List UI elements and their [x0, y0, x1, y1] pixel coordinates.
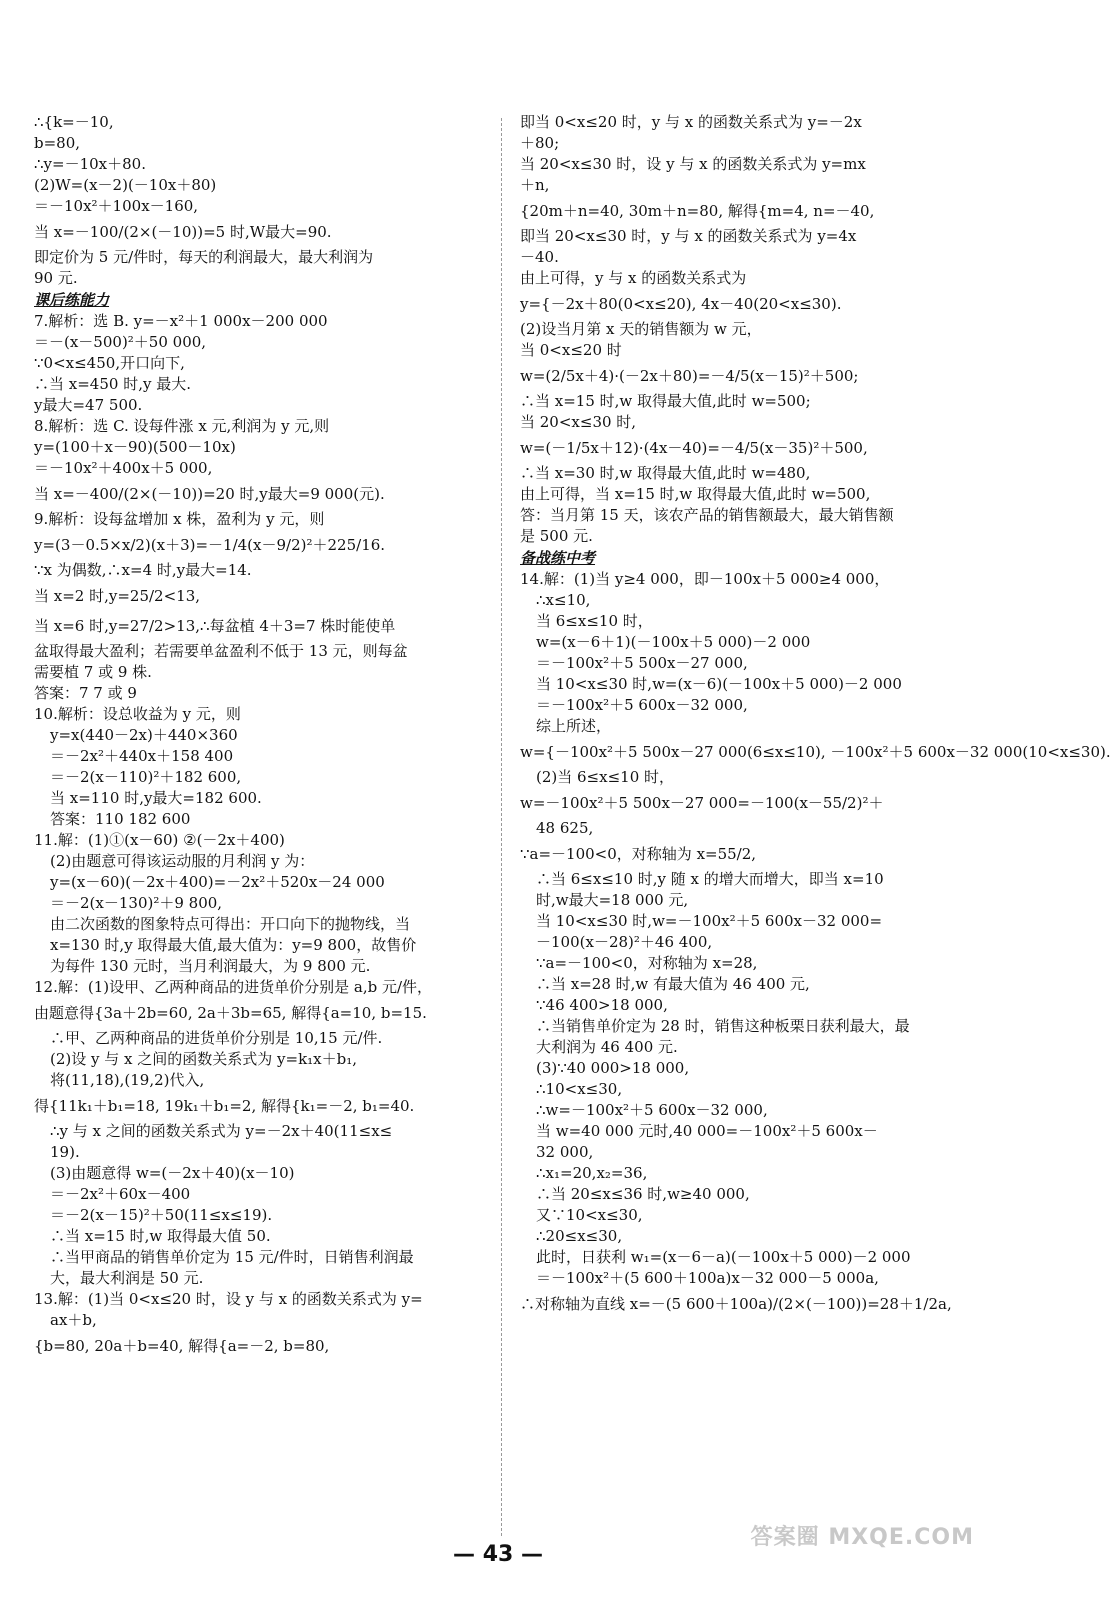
text-line: 即当 20<x≤30 时，y 与 x 的函数关系式为 y=4x: [520, 227, 857, 245]
text-line: ∴当 x=30 时,w 取得最大值,此时 w=480,: [520, 464, 811, 482]
text-line: 即当 0<x≤20 时，y 与 x 的函数关系式为 y=－2x: [520, 113, 862, 131]
text-line: 大，最大利润是 50 元.: [50, 1269, 204, 1287]
text-line: ∴当 20≤x≤36 时,w≥40 000,: [536, 1185, 750, 1203]
text-line: 答：当月第 15 天，该农产品的销售额最大，最大销售额: [520, 506, 894, 524]
text-line: {20m＋n=40, 30m＋n=80, 解得{m=4, n=－40,: [520, 202, 875, 220]
text-line: 8.解析：选 C. 设每件涨 x 元,利润为 y 元,则: [34, 417, 330, 435]
text-line: ∴y 与 x 之间的函数关系式为 y=－2x＋40(11≤x≤: [50, 1122, 393, 1140]
text-line: 9.解析：设每盆增加 x 株，盈利为 y 元，则: [34, 510, 325, 528]
text-line: ∴x₁=20,x₂=36,: [536, 1164, 648, 1182]
text-line: y={－2x＋80(0<x≤20), 4x－40(20<x≤30).: [520, 295, 842, 313]
column-divider: [501, 118, 502, 1536]
text-line: y=(3－0.5×x/2)(x＋3)=－1/4(x－9/2)²＋225/16.: [34, 536, 386, 554]
text-line: ∴w=－100x²＋5 600x－32 000,: [536, 1101, 768, 1119]
text-line: (3)∵40 000>18 000,: [536, 1059, 690, 1077]
text-line: ＋80;: [520, 134, 560, 152]
text-line: ∴当 x=450 时,y 最大.: [34, 375, 191, 393]
text-line: ＝－100x²＋5 600x－32 000,: [536, 696, 748, 714]
text-line: ∴20≤x≤30,: [536, 1227, 623, 1245]
text-line: y=x(440－2x)＋440×360: [50, 726, 238, 744]
text-line: b=80,: [34, 134, 81, 152]
text-line: 由上可得，y 与 x 的函数关系式为: [520, 269, 747, 287]
text-line: 由二次函数的图象特点可得出：开口向下的抛物线，当: [50, 915, 411, 933]
text-line: w=－100x²＋5 500x－27 000=－100(x－55/2)²＋: [520, 794, 884, 812]
text-line: w=(－1/5x＋12)·(4x－40)=－4/5(x－35)²＋500,: [520, 439, 868, 457]
text-line: 当 0<x≤20 时: [520, 341, 622, 359]
text-line: 盆取得最大盈利；若需要单盆盈利不低于 13 元，则每盆: [34, 642, 408, 660]
text-line: 11.解：(1)①(x－60) ②(－2x＋400): [34, 831, 285, 849]
text-line: 90 元.: [34, 269, 78, 287]
text-line: ∴当销售单价定为 28 时，销售这种板栗日获利最大，最: [536, 1017, 910, 1035]
text-line: 由上可得，当 x=15 时,w 取得最大值,此时 w=500,: [520, 485, 871, 503]
text-line: ＝－10x²＋100x－160,: [34, 197, 199, 215]
text-line: (2)设 y 与 x 之间的函数关系式为 y=k₁x＋b₁,: [50, 1050, 358, 1068]
text-line: －100(x－28)²＋46 400,: [536, 933, 713, 951]
text-line: w={－100x²＋5 500x－27 000(6≤x≤10), －100x²＋5 600x－32 000(10<x≤30).: [520, 743, 1111, 761]
text-line: 综上所述，: [536, 717, 612, 735]
text-line: 当 x=－400/(2×(－10))=20 时,y最大=9 000(元).: [34, 485, 385, 503]
text-line: ∴当 x=15 时,w 取得最大值 50.: [50, 1227, 271, 1245]
text-line: y最大=47 500.: [34, 396, 143, 414]
text-line: x=130 时,y 取得最大值,最大值为：y=9 800，故售价: [50, 936, 417, 954]
text-line: 当 w=40 000 元时,40 000=－100x²＋5 600x－: [536, 1122, 878, 1140]
text-line: 即定价为 5 元/件时，每天的利润最大，最大利润为: [34, 248, 374, 266]
text-line: 14.解：(1)当 y≥4 000，即－100x＋5 000≥4 000，: [520, 570, 890, 588]
text-line: 需要植 7 或 9 株.: [34, 663, 152, 681]
text-line: ＝－(x－500)²＋50 000,: [34, 333, 207, 351]
text-line: ∴x≤10,: [536, 591, 591, 609]
text-line: ∵46 400>18 000,: [536, 996, 668, 1014]
text-line: ∴{k=－10,: [34, 113, 114, 131]
text-line: ∴10<x≤30,: [536, 1080, 623, 1098]
text-line: 大利润为 46 400 元.: [536, 1038, 678, 1056]
text-line: 答案：110 182 600: [50, 810, 191, 828]
section-heading: 备战练中考: [520, 549, 596, 567]
text-line: ＝－2(x－130)²＋9 800,: [50, 894, 223, 912]
text-line: 得{11k₁＋b₁=18, 19k₁＋b₁=2, 解得{k₁=－2, b₁=40.: [34, 1097, 415, 1115]
text-line: ∴y=－10x＋80.: [34, 155, 146, 173]
text-line: ∴对称轴为直线 x=－(5 600＋100a)/(2×(－100))=28＋1/2a,: [520, 1295, 952, 1313]
text-line: －40.: [520, 248, 559, 266]
text-line: 答案：7 7 或 9: [34, 684, 137, 702]
text-line: 13.解：(1)当 0<x≤20 时，设 y 与 x 的函数关系式为 y=: [34, 1290, 423, 1308]
text-line: ∵a=－100<0，对称轴为 x=55/2,: [520, 845, 757, 863]
text-line: w=(2/5x＋4)·(－2x＋80)=－4/5(x－15)²＋500;: [520, 367, 859, 385]
text-line: ＝－2x²＋60x－400: [50, 1185, 191, 1203]
text-line: ∴当甲商品的销售单价定为 15 元/件时，日销售利润最: [50, 1248, 414, 1266]
text-line: 当 20<x≤30 时，设 y 与 x 的函数关系式为 y=mx: [520, 155, 866, 173]
text-line: ＝－100x²＋5 500x－27 000,: [536, 654, 748, 672]
text-line: 当 10<x≤30 时,w=(x－6)(－100x＋5 000)－2 000: [536, 675, 902, 693]
text-line: ∴当 6≤x≤10 时,y 随 x 的增大而增大，即当 x=10: [536, 870, 884, 888]
text-line: 为每件 130 元时，当月利润最大，为 9 800 元.: [50, 957, 371, 975]
text-line: {b=80, 20a＋b=40, 解得{a=－2, b=80,: [34, 1337, 330, 1355]
text-line: ax＋b,: [50, 1311, 97, 1329]
text-line: 当 x=2 时,y=25/2<13,: [34, 587, 201, 605]
text-line: 当 x=－100/(2×(－10))=5 时,W最大=90.: [34, 223, 332, 241]
text-line: ＋n,: [520, 176, 550, 194]
text-line: ＝－2(x－15)²＋50(11≤x≤19).: [50, 1206, 273, 1224]
text-line: (2)W=(x－2)(－10x＋80): [34, 176, 217, 194]
text-line: (2)由题意可得该运动服的月利润 y 为：: [50, 852, 315, 870]
text-line: 19).: [50, 1143, 80, 1161]
text-line: 此时，日获利 w₁=(x－6－a)(－100x＋5 000)－2 000: [536, 1248, 911, 1266]
text-line: ∵0<x≤450,开口向下,: [34, 354, 185, 372]
text-line: ∴当 x=15 时,w 取得最大值,此时 w=500;: [520, 392, 811, 410]
right-column: [520, 112, 1111, 1319]
page-number: — 43 —: [453, 1542, 543, 1567]
text-line: 10.解析：设总收益为 y 元，则: [34, 705, 241, 723]
text-line: 当 10<x≤30 时,w=－100x²＋5 600x－32 000=: [536, 912, 883, 930]
left-column: [34, 112, 486, 1361]
text-line: 当 20<x≤30 时,: [520, 413, 637, 431]
text-line: 当 x=6 时,y=27/2>13,∴每盆植 4＋3=7 株时能使单: [34, 617, 396, 635]
text-line: ∵x 为偶数,∴x=4 时,y最大=14.: [34, 561, 252, 579]
section-heading: 课后练能力: [34, 291, 110, 309]
text-line: 48 625,: [536, 819, 594, 837]
text-line: 32 000,: [536, 1143, 594, 1161]
text-line: (2)设当月第 x 天的销售额为 w 元，: [520, 320, 762, 338]
text-line: ∴甲、乙两种商品的进货单价分别是 10,15 元/件.: [50, 1029, 383, 1047]
text-line: ＝－10x²＋400x＋5 000,: [34, 459, 213, 477]
text-line: 是 500 元.: [520, 527, 593, 545]
text-line: (2)当 6≤x≤10 时，: [536, 768, 675, 786]
text-line: ＝－2(x－110)²＋182 600,: [50, 768, 242, 786]
text-line: 时,w最大=18 000 元,: [536, 891, 689, 909]
text-line: w=(x－6＋1)(－100x＋5 000)－2 000: [536, 633, 811, 651]
text-line: 由题意得{3a＋2b=60, 2a＋3b=65, 解得{a=10, b=15.: [34, 1004, 427, 1022]
text-line: ∴当 x=28 时,w 有最大值为 46 400 元,: [536, 975, 810, 993]
text-line: ＝－100x²＋(5 600＋100a)x－32 000－5 000a,: [536, 1269, 879, 1287]
text-line: 12.解：(1)设甲、乙两种商品的进货单价分别是 a,b 元/件，: [34, 978, 433, 996]
text-line: 又∵10<x≤30,: [536, 1206, 643, 1224]
text-line: ＝－2x²＋440x＋158 400: [50, 747, 234, 765]
text-line: ∵a=－100<0，对称轴为 x=28,: [536, 954, 758, 972]
text-line: 将(11,18),(19,2)代入,: [50, 1071, 205, 1089]
text-line: y=(100＋x－90)(500－10x): [34, 438, 236, 456]
watermark: 答案圈 MXQE.COM: [750, 1525, 974, 1550]
text-line: 7.解析：选 B. y=－x²＋1 000x－200 000: [34, 312, 328, 330]
text-line: (3)由题意得 w=(－2x＋40)(x－10): [50, 1164, 295, 1182]
text-line: 当 6≤x≤10 时，: [536, 612, 653, 630]
text-line: y=(x－60)(－2x＋400)=－2x²＋520x－24 000: [50, 873, 385, 891]
text-line: 当 x=110 时,y最大=182 600.: [50, 789, 262, 807]
